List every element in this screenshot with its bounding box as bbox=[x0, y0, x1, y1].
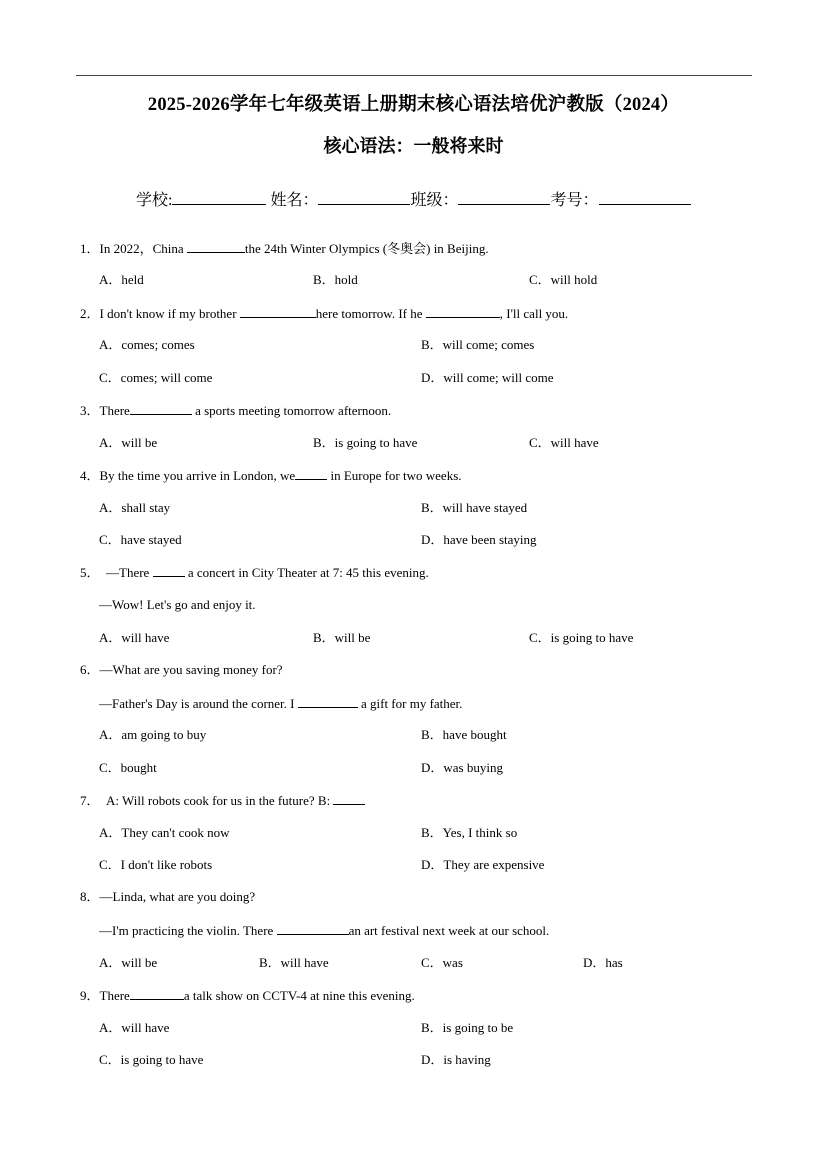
question-text: There bbox=[99, 403, 130, 418]
option-a[interactable]: A．They can't cook now bbox=[99, 825, 230, 840]
question-text: A: Will robots cook for us in the future? B: bbox=[106, 793, 334, 808]
page-subtitle: 核心语法：一般将来时 bbox=[323, 136, 504, 156]
question-text: —What are you saving money for? bbox=[99, 662, 283, 677]
question-5-response: —Wow! Let's go and enjoy it. bbox=[99, 597, 256, 612]
option-c[interactable]: C．is going to have bbox=[99, 1052, 204, 1067]
option-c[interactable]: C．will have bbox=[529, 435, 599, 450]
question-text: a gift for my father. bbox=[357, 696, 463, 711]
option-b[interactable]: B．is going to have bbox=[313, 435, 418, 450]
option-c[interactable]: C．was bbox=[421, 955, 463, 970]
option-d[interactable]: D．They are expensive bbox=[421, 857, 545, 872]
answer-blank[interactable] bbox=[333, 792, 365, 805]
question-text: a talk show on CCTV-4 at nine this evening. bbox=[183, 988, 415, 1003]
answer-blank[interactable] bbox=[130, 402, 192, 415]
question-number: 6． bbox=[80, 662, 100, 677]
question-text: in Europe for two weeks. bbox=[327, 468, 462, 483]
option-b[interactable]: B．will have stayed bbox=[421, 500, 528, 515]
question-5 bbox=[80, 564, 429, 581]
option-d[interactable]: D．is having bbox=[421, 1052, 491, 1067]
question-text: an art festival next week at our school. bbox=[348, 923, 550, 938]
answer-blank[interactable] bbox=[153, 564, 185, 577]
question-number: 2． bbox=[80, 306, 100, 321]
option-c[interactable]: C．comes; will come bbox=[99, 370, 213, 385]
class-field[interactable] bbox=[458, 189, 550, 205]
question-number: 8． bbox=[80, 889, 100, 904]
question-1 bbox=[80, 240, 489, 257]
option-b[interactable]: B．will come; comes bbox=[421, 337, 535, 352]
question-8 bbox=[80, 889, 255, 905]
student-info-row bbox=[136, 187, 691, 210]
question-6-response bbox=[99, 695, 462, 712]
question-number: 1． bbox=[80, 241, 100, 256]
option-d[interactable]: D．was buying bbox=[421, 760, 503, 775]
question-9 bbox=[80, 987, 415, 1004]
option-a[interactable]: A．shall stay bbox=[99, 500, 171, 515]
question-6 bbox=[80, 662, 283, 678]
option-b[interactable]: B．have bought bbox=[421, 727, 507, 742]
option-a[interactable]: A．am going to buy bbox=[99, 727, 207, 742]
question-text: a concert in City Theater at 7: 45 this evening. bbox=[184, 565, 429, 580]
option-a[interactable]: A．will be bbox=[99, 955, 158, 970]
option-b[interactable]: B．will be bbox=[313, 630, 371, 645]
page-title: 2025-2026学年七年级英语上册期末核心语法培优沪教版（2024） bbox=[147, 95, 680, 115]
option-c[interactable]: C．have stayed bbox=[99, 532, 182, 547]
name-field[interactable] bbox=[318, 189, 410, 205]
question-number: 4． bbox=[80, 468, 100, 483]
question-text: here tomorrow. If he bbox=[315, 306, 426, 321]
option-a[interactable]: A．held bbox=[99, 272, 144, 287]
question-3 bbox=[80, 402, 391, 419]
question-text: , I'll call you. bbox=[499, 306, 569, 321]
exam-no-field[interactable] bbox=[599, 189, 691, 205]
option-c[interactable]: C．will hold bbox=[529, 272, 598, 287]
question-8-response bbox=[99, 922, 549, 939]
option-a[interactable]: A．will have bbox=[99, 630, 170, 645]
answer-blank[interactable] bbox=[187, 240, 245, 253]
question-number: 7． bbox=[80, 793, 100, 808]
name-label: 姓名： bbox=[270, 192, 319, 209]
answer-blank[interactable] bbox=[130, 987, 184, 1000]
question-text: —Father's Day is around the corner. I bbox=[99, 696, 298, 711]
answer-blank[interactable] bbox=[298, 695, 358, 708]
question-2 bbox=[80, 305, 568, 322]
option-d[interactable]: D．has bbox=[583, 955, 623, 970]
question-7 bbox=[80, 792, 365, 809]
question-text: There bbox=[99, 988, 130, 1003]
question-4 bbox=[80, 467, 462, 484]
option-a[interactable]: A．will be bbox=[99, 435, 158, 450]
answer-blank[interactable] bbox=[240, 305, 316, 318]
exam-no-label: 考号： bbox=[550, 192, 599, 209]
option-b[interactable]: B．hold bbox=[313, 272, 358, 287]
option-a[interactable]: A．comes; comes bbox=[99, 337, 195, 352]
question-text: I don't know if my brother bbox=[99, 306, 240, 321]
answer-blank[interactable] bbox=[295, 467, 327, 480]
option-d[interactable]: D．have been staying bbox=[421, 532, 537, 547]
school-field[interactable] bbox=[172, 189, 266, 205]
question-number: 3． bbox=[80, 403, 100, 418]
question-text: In 2022，China bbox=[99, 241, 187, 256]
question-text: —I'm practicing the violin. There bbox=[99, 923, 277, 938]
header-rule bbox=[76, 75, 752, 76]
option-b[interactable]: B．Yes, I think so bbox=[421, 825, 518, 840]
question-number: 9． bbox=[80, 988, 100, 1003]
question-text: By the time you arrive in London, we bbox=[99, 468, 296, 483]
question-text: —There bbox=[106, 565, 153, 580]
question-number: 5． bbox=[80, 565, 100, 580]
answer-blank[interactable] bbox=[426, 305, 500, 318]
question-text: —Linda, what are you doing? bbox=[99, 889, 256, 904]
option-a[interactable]: A．will have bbox=[99, 1020, 170, 1035]
option-c[interactable]: C．I don't like robots bbox=[99, 857, 213, 872]
school-label: 学校: bbox=[136, 192, 173, 209]
option-b[interactable]: B．is going to be bbox=[421, 1020, 514, 1035]
question-text: the 24th Winter Olympics (冬奥会) in Beijing. bbox=[244, 241, 489, 256]
option-b[interactable]: B．will have bbox=[259, 955, 329, 970]
option-d[interactable]: D．will come; will come bbox=[421, 370, 554, 385]
option-c[interactable]: C．is going to have bbox=[529, 630, 634, 645]
class-label: 班级： bbox=[410, 192, 459, 209]
option-c[interactable]: C．bought bbox=[99, 760, 157, 775]
answer-blank[interactable] bbox=[277, 922, 349, 935]
question-text: a sports meeting tomorrow afternoon. bbox=[191, 403, 392, 418]
